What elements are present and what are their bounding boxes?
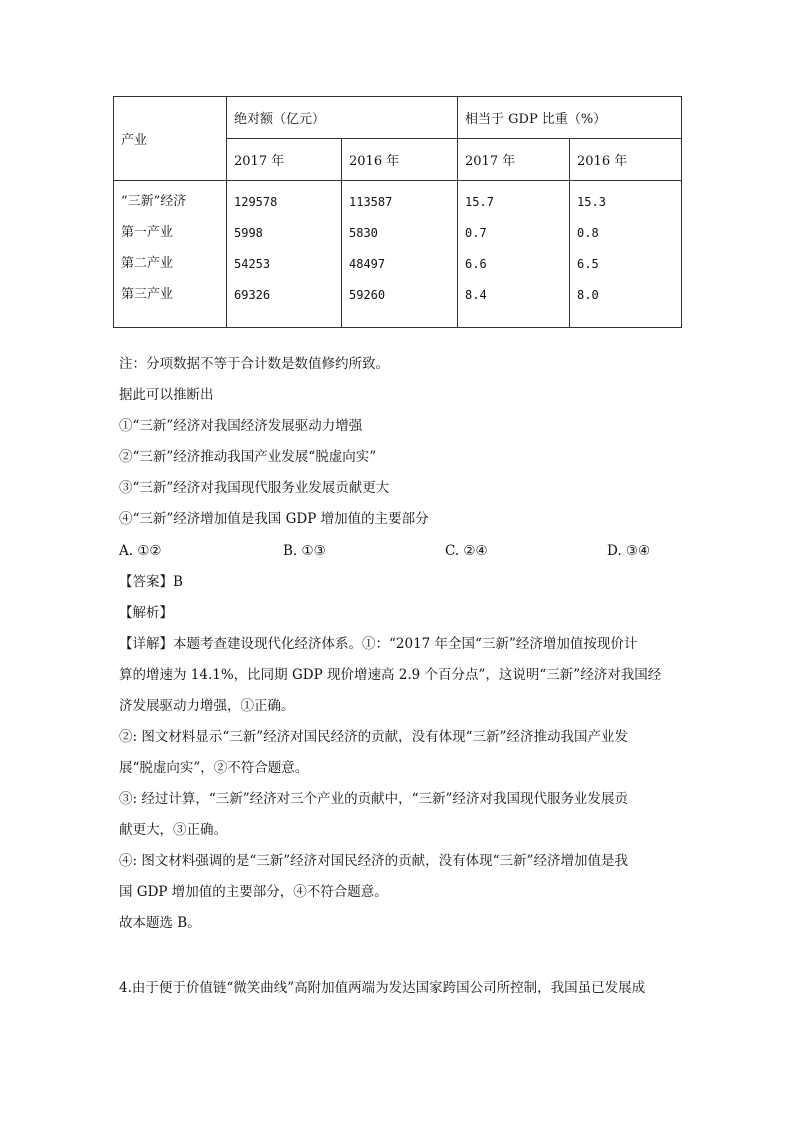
abs-2017-value: 54253 [234, 257, 271, 271]
year-header: 2017 年 [227, 139, 342, 181]
answer-line: 【答案】B [119, 574, 183, 590]
detail-line: ④: 图文材料强调的是“三新”经济对国民经济的贡献，没有体现“三新”经济增加值是我 [119, 853, 628, 869]
pct-2016-column [570, 181, 682, 328]
detail-line: 献更大，③正确。 [119, 822, 227, 838]
pct-2016-value: 6.5 [577, 257, 599, 271]
statement-item: ①“三新”经济对我国经济发展驱动力增强 [119, 418, 363, 434]
detail-line: 济发展驱动力增强，①正确。 [119, 698, 295, 714]
pct-2016-value: 0.8 [577, 226, 599, 240]
abs-2017-value: 5998 [234, 226, 263, 240]
abs-2016-value: 48497 [349, 257, 386, 271]
abs-2016-value: 113587 [349, 195, 393, 209]
option-a: A. ①② [119, 543, 162, 559]
detail-line: 【详解】本题考查建设现代化经济体系。①：“2017 年全国“三新”经济增加值按现价计 [119, 636, 638, 652]
abs-2016-column [342, 181, 458, 328]
industry-name: 第二产业 [121, 256, 174, 271]
option-d: D. ③④ [607, 543, 651, 559]
statement-item: ④“三新”经济增加值是我国 GDP 增加值的主要部分 [119, 511, 429, 527]
statement-item: ③“三新”经济对我国现代服务业发展贡献更大 [119, 480, 390, 496]
year-header: 2016 年 [570, 139, 682, 181]
pct-2017-value: 15.7 [465, 195, 494, 209]
statement-item: ②“三新”经济推动我国产业发展“脱虚向实” [119, 449, 377, 465]
detail-line: ②: 图文材料显示“三新”经济对国民经济的贡献，没有体现“三新”经济推动我国产业发 [119, 729, 628, 745]
abs-2016-value: 59260 [349, 288, 386, 302]
detail-line: 故本题选 B。 [119, 915, 201, 931]
industry-header: 产业 [114, 97, 227, 181]
pct-2016-value: 8.0 [577, 288, 599, 302]
industry-name: 第三产业 [121, 287, 174, 302]
detail-line: ③: 经过计算，“三新”经济对三个产业的贡献中，“三新”经济对我国现代服务业发展贡 [119, 791, 628, 807]
next-question: 4.由于便于价值链“微笑曲线”高附加值两端为发达国家跨国公司所控制，我国虽已发展成 [119, 980, 646, 996]
pct-2017-value: 6.6 [465, 257, 487, 271]
pct-2017-column [458, 181, 570, 328]
detail-line: 国 GDP 增加值的主要部分，④不符合题意。 [119, 884, 388, 900]
industry-name-column [114, 181, 227, 328]
detail-line: 算的增速为 14.1%，比同期 GDP 现价增速高 2.9 个百分点”，这说明“三新”经济对我国经 [119, 667, 662, 683]
abs-2016-value: 5830 [349, 226, 378, 240]
industry-name: 第一产业 [121, 225, 174, 240]
pct-2017-value: 8.4 [465, 288, 487, 302]
question-prompt: 据此可以推断出 [119, 387, 214, 403]
abs-2017-column [227, 181, 342, 328]
table-note: 注：分项数据不等于合计数是数值修约所致。 [119, 356, 389, 372]
ratio-header: 相当于 GDP 比重（%） [458, 97, 682, 139]
year-header: 2017 年 [458, 139, 570, 181]
absolute-header: 绝对额（亿元） [227, 97, 458, 139]
detail-line: 展“脱虚向实”，②不符合题意。 [119, 760, 309, 776]
option-b: B. ①③ [283, 543, 326, 559]
pct-2017-value: 0.7 [465, 226, 487, 240]
option-c: C. ②④ [445, 543, 488, 559]
abs-2017-value: 69326 [234, 288, 271, 302]
year-header: 2016 年 [342, 139, 458, 181]
pct-2016-value: 15.3 [577, 195, 606, 209]
analysis-label: 【解析】 [119, 605, 173, 621]
industry-name: “三新”经济 [121, 194, 187, 209]
abs-2017-value: 129578 [234, 195, 278, 209]
data-table [113, 96, 682, 328]
